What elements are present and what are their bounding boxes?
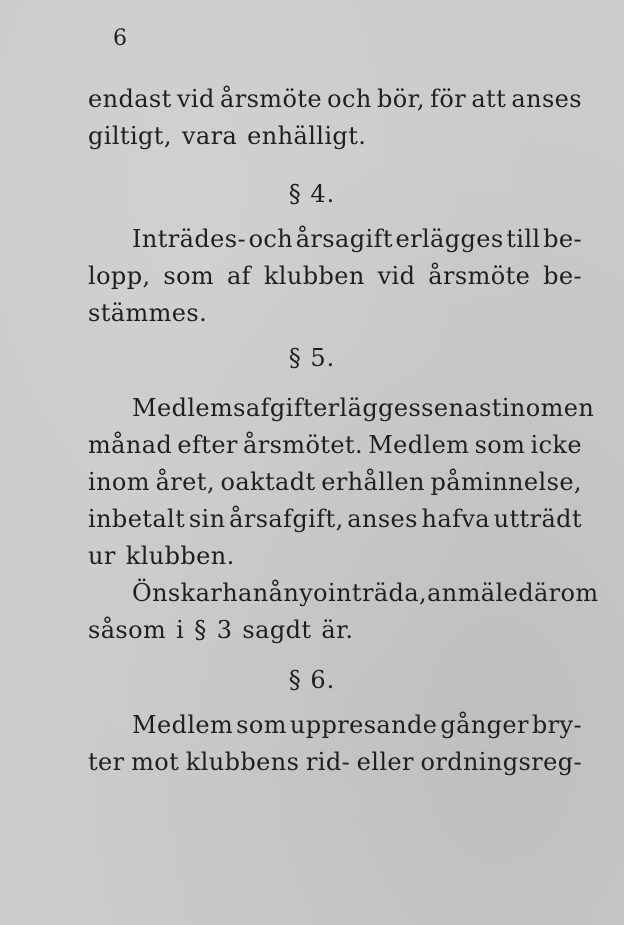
text-line: giltigt, vara enhälligt.: [88, 122, 367, 150]
word: ånyo: [268, 579, 328, 607]
word: bry-: [531, 711, 582, 739]
text-line: [88, 707, 582, 744]
word: inom: [88, 468, 150, 496]
word: erlägges: [395, 225, 504, 253]
word: anses: [511, 85, 582, 113]
text-line: [88, 501, 582, 538]
text-line: [88, 81, 582, 118]
word: sin: [188, 505, 226, 533]
word: inträda,: [328, 579, 428, 607]
word: vid: [377, 262, 416, 290]
word: årsmöte: [219, 85, 322, 113]
word: som: [474, 431, 526, 459]
word: månad: [88, 431, 173, 459]
text-line: [88, 575, 599, 612]
word: mot: [131, 748, 180, 776]
paragraph-section-5: [88, 390, 599, 649]
word: att: [471, 85, 507, 113]
word: icke: [530, 431, 582, 459]
word: årsmötet.: [242, 431, 364, 459]
word: som: [236, 711, 287, 739]
word: en: [563, 394, 595, 422]
word: till: [506, 225, 541, 253]
word: året,: [155, 468, 215, 496]
text-line: [88, 427, 582, 464]
text-line: [88, 464, 582, 501]
word: Medlem: [368, 431, 470, 459]
paragraph-section-6: [88, 707, 582, 781]
word: ter: [88, 748, 125, 776]
word: Inträdes-: [132, 225, 246, 253]
word: endast: [88, 85, 172, 113]
word: erhållen: [321, 468, 425, 496]
word: anses: [347, 505, 418, 533]
word: uppresande: [289, 711, 438, 739]
word: Medlem: [132, 711, 234, 739]
word: erlägges: [313, 394, 422, 422]
word: bör,: [376, 85, 425, 113]
word: som: [163, 262, 215, 290]
text-line: ur klubben.: [88, 542, 235, 570]
word: Medlemsafgift: [132, 394, 314, 422]
word: Önskar: [132, 579, 223, 607]
word: årsmöte: [428, 262, 531, 290]
section-heading-5: § 5.: [288, 344, 336, 372]
word: inom: [501, 394, 564, 422]
word: årsagift: [295, 225, 393, 253]
word: utträdt: [493, 505, 582, 533]
word: för: [430, 85, 467, 113]
paragraph-continuation: [88, 81, 582, 155]
word: inbetalt: [88, 505, 186, 533]
page-number: 6: [113, 26, 127, 51]
word: årsafgift,: [229, 505, 344, 533]
word: gånger: [440, 711, 529, 739]
word: och: [248, 225, 294, 253]
word: oaktadt: [220, 468, 316, 496]
word: eller: [356, 748, 414, 776]
word: och: [327, 85, 372, 113]
word: be-: [543, 262, 582, 290]
word: påminnelse,: [430, 468, 582, 496]
word: klubben: [263, 262, 365, 290]
section-heading-6: § 6.: [288, 666, 336, 694]
word: be-: [543, 225, 582, 253]
word: därom: [518, 579, 599, 607]
word: efter: [177, 431, 238, 459]
word: anmäle: [427, 579, 519, 607]
section-heading-4: § 4.: [288, 180, 336, 208]
word: klubbens: [185, 748, 300, 776]
word: af: [226, 262, 251, 290]
text-line: [88, 258, 582, 295]
word: senast: [421, 394, 502, 422]
text-line: stämmes.: [88, 299, 208, 327]
word: ordningsreg-: [420, 748, 582, 776]
word: rid-: [305, 748, 351, 776]
text-line: [88, 390, 595, 427]
text-line: [88, 744, 582, 781]
paragraph-section-4: [88, 221, 582, 332]
text-line: [88, 221, 582, 258]
word: lopp,: [88, 262, 151, 290]
word: hafva: [421, 505, 491, 533]
word: han: [222, 579, 269, 607]
word: vid: [176, 85, 215, 113]
text-line: såsom i § 3 sagdt är.: [88, 616, 354, 644]
